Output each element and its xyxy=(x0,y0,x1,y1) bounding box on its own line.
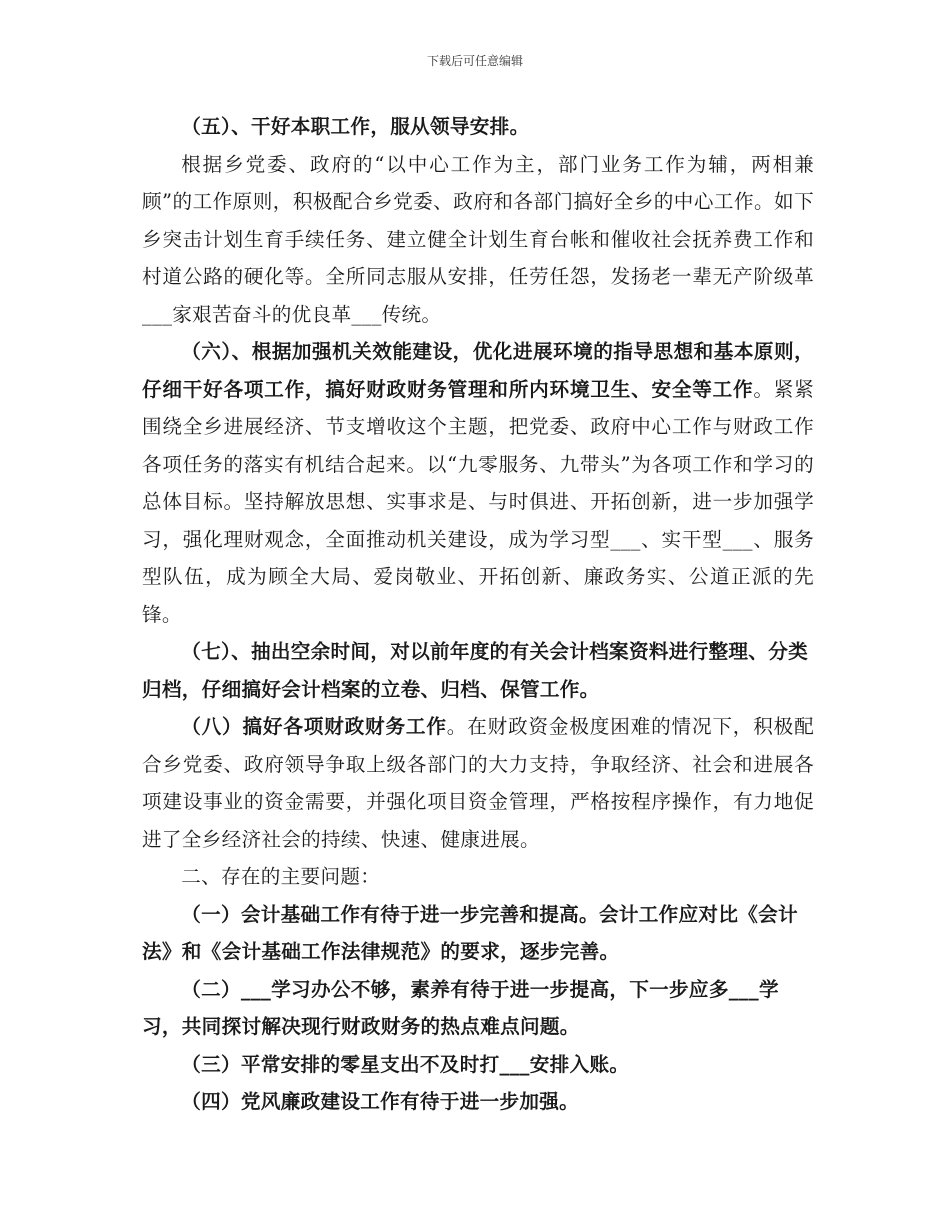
document-body xyxy=(142,108,814,1121)
section-6-body: 。紧紧围绕全乡进展经济、节支增收这个主题，把党委、政府中心工作与财政工作各项任务的落实有机结合起来。以“九零服务、九带头”为各项工作和学习的总体目标。坚持解放思想、实事求是、与时俱进、开拓创新，进一步加强学习，强化理财观念，全面推动机关建设，成为学习型___、实干型___、服务型队伍，成为顾全大局、爱岗敬业、开拓创新、廉政务实、公道正派的先锋。 xyxy=(142,377,814,626)
issue-4: （四）党风廉政建设工作有待于进一步加强。 xyxy=(181,1090,580,1113)
section-5-body: 根据乡党委、政府的“以中心工作为主，部门业务工作为辅，两相兼顾”的工作原则，积极配合乡党委、政府和各部门搞好全乡的中心工作。如下乡突击计划生育手续任务、建立健全计划生育台帐和催收社会抚养费工作和村道公路的硬化等。全所同志服从安排，任劳任怨，发扬老一辈无产阶级革___家艰苦奋斗的优良革___传统。 xyxy=(142,152,814,326)
issue-2: （二）___学习办公不够，素养有待于进一步提高，下一步应多___学习，共同探讨解决现行财政财务的热点难点问题。 xyxy=(142,977,779,1038)
issue-1: （一）会计基础工作有待于进一步完善和提高。会计工作应对比《会计法》和《会计基础工作法律规范》的要求，逐步完善。 xyxy=(142,902,798,963)
section-7-paragraph: （七）、抽出空余时间，对以前年度的有关会计档案资料进行整理、分类归档，仔细搞好会计档案的立卷、归档、保管工作。 xyxy=(142,640,808,701)
page-header: 下载后可任意编辑 xyxy=(426,54,523,68)
section-2-heading: 二、存在的主要问题： xyxy=(181,865,381,888)
section-6-paragraph xyxy=(142,333,814,633)
section-6-bold-lead: （六）、根据加强机关效能建设，优化进展环境的指导思想和基本原则，仔细干好各项工作，搞好财政财务管理和所内环境卫生、安全等工作 xyxy=(142,340,814,401)
section-8-body: 。在财政资金极度困难的情况下，积极配合乡党委、政府领导争取上级各部门的大力支持，争取经济、社会和进展各项建设事业的资金需要，并强化项目资金管理，严格按程序操作，有力地促进了全乡经济社会的持续、快速、健康进展。 xyxy=(142,715,814,851)
issue-3: （三）平常安排的零星支出不及时打___安排入账。 xyxy=(181,1052,630,1076)
section-8-paragraph xyxy=(142,708,814,858)
section-5-heading: （五）、干好本职工作，服从领导安排。 xyxy=(181,115,530,138)
section-8-bold-lead: （八）搞好各项财政财务工作 xyxy=(181,715,447,738)
